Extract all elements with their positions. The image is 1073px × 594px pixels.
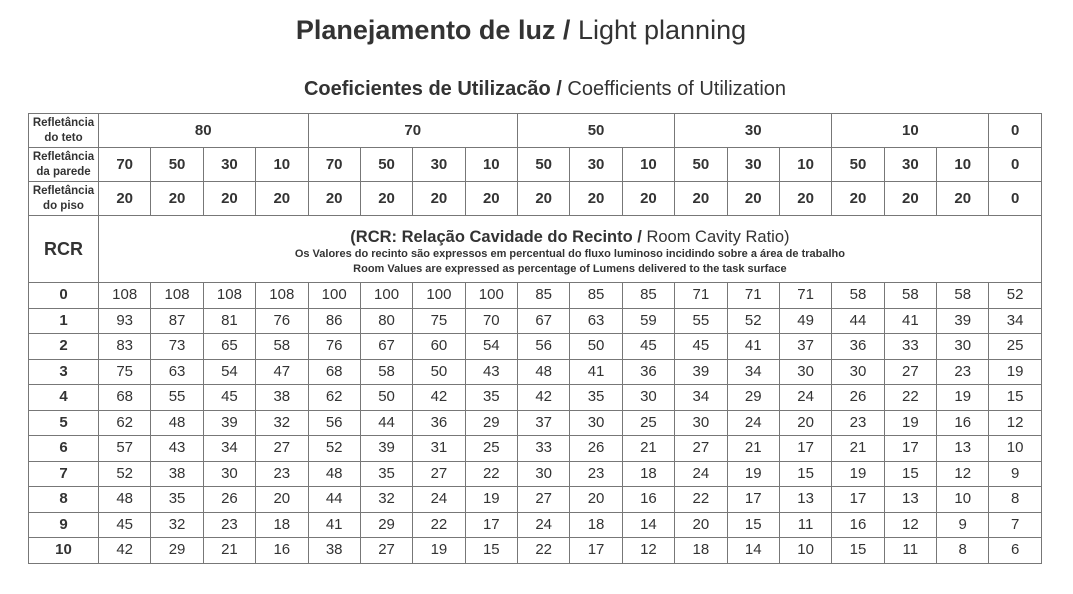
coefficient-cell: 32 (256, 410, 308, 436)
floor-reflectance-label (29, 182, 99, 216)
coefficient-cell: 55 (675, 308, 727, 334)
coefficient-cell: 21 (203, 538, 255, 564)
coefficient-cell: 38 (308, 538, 360, 564)
coefficient-cell: 56 (518, 334, 570, 360)
floor-reflectance-value: 20 (937, 182, 989, 216)
coefficient-cell: 76 (308, 334, 360, 360)
coefficient-cell: 45 (99, 512, 151, 538)
coefficient-cell: 80 (360, 308, 412, 334)
coefficient-cell: 52 (308, 436, 360, 462)
coefficient-cell: 83 (99, 334, 151, 360)
coefficient-cell: 63 (151, 359, 203, 385)
floor-reflectance-value: 20 (151, 182, 203, 216)
coefficient-cell: 39 (360, 436, 412, 462)
coefficient-cell: 70 (465, 308, 517, 334)
label-line: Refletância (32, 150, 95, 163)
ceiling-reflectance-row (29, 114, 1042, 148)
rcr-value: 2 (29, 334, 99, 360)
coefficient-cell: 58 (937, 283, 989, 309)
floor-reflectance-value: 20 (203, 182, 255, 216)
coefficient-cell: 75 (413, 308, 465, 334)
coefficient-cell: 23 (937, 359, 989, 385)
floor-reflectance-row (29, 182, 1042, 216)
coefficient-cell: 20 (675, 512, 727, 538)
floor-reflectance-value: 20 (884, 182, 936, 216)
wall-reflectance-value: 30 (884, 148, 936, 182)
coefficient-cell: 34 (203, 436, 255, 462)
coefficient-cell: 26 (832, 385, 884, 411)
coefficient-cell: 42 (413, 385, 465, 411)
coefficient-cell: 100 (413, 283, 465, 309)
coefficient-cell: 25 (622, 410, 674, 436)
coefficient-cell: 17 (779, 436, 831, 462)
table-row (29, 487, 1042, 513)
coefficient-cell: 52 (727, 308, 779, 334)
coefficient-cell: 13 (937, 436, 989, 462)
coefficient-cell: 11 (779, 512, 831, 538)
coefficient-cell: 17 (727, 487, 779, 513)
coefficient-cell: 13 (779, 487, 831, 513)
label-line: da parede (36, 165, 91, 178)
ceiling-reflectance-label (29, 114, 99, 148)
coefficient-cell: 41 (570, 359, 622, 385)
wall-reflectance-value: 10 (779, 148, 831, 182)
coefficient-cell: 38 (151, 461, 203, 487)
coefficient-cell: 108 (203, 283, 255, 309)
coefficient-cell: 19 (727, 461, 779, 487)
coefficient-cell: 14 (727, 538, 779, 564)
coefficient-cell: 23 (256, 461, 308, 487)
rcr-description-row (29, 216, 1042, 283)
coefficient-cell: 29 (360, 512, 412, 538)
coefficient-cell: 21 (622, 436, 674, 462)
coefficient-cell: 54 (203, 359, 255, 385)
wall-reflectance-value: 30 (570, 148, 622, 182)
coefficient-cell: 21 (727, 436, 779, 462)
coefficient-cell: 24 (779, 385, 831, 411)
coefficient-cell: 50 (413, 359, 465, 385)
coefficient-cell: 100 (308, 283, 360, 309)
rcr-value: 1 (29, 308, 99, 334)
coefficient-cell: 22 (518, 538, 570, 564)
coefficient-cell: 20 (570, 487, 622, 513)
floor-reflectance-value: 20 (413, 182, 465, 216)
coefficient-cell: 71 (675, 283, 727, 309)
coefficient-cell: 48 (518, 359, 570, 385)
coefficient-cell: 87 (151, 308, 203, 334)
coefficient-cell: 16 (256, 538, 308, 564)
coefficient-cell: 39 (203, 410, 255, 436)
coefficient-cell: 19 (832, 461, 884, 487)
coefficient-cell: 35 (465, 385, 517, 411)
coefficient-cell: 63 (570, 308, 622, 334)
coefficient-cell: 27 (675, 436, 727, 462)
subtitle-normal: Coefficients of Utilization (567, 78, 787, 100)
coefficient-cell: 67 (360, 334, 412, 360)
floor-reflectance-value: 20 (518, 182, 570, 216)
rcr-label: RCR (29, 216, 99, 283)
coefficient-cell: 15 (779, 461, 831, 487)
coefficient-cell: 22 (675, 487, 727, 513)
coefficient-cell: 7 (989, 512, 1041, 538)
coefficient-cell: 37 (779, 334, 831, 360)
coefficient-cell: 27 (360, 538, 412, 564)
coefficient-cell: 12 (989, 410, 1041, 436)
coefficient-cell: 39 (675, 359, 727, 385)
coefficient-cell: 22 (413, 512, 465, 538)
coefficient-cell: 100 (465, 283, 517, 309)
coefficient-cell: 49 (779, 308, 831, 334)
coefficient-cell: 15 (989, 385, 1041, 411)
coefficient-cell: 27 (256, 436, 308, 462)
floor-reflectance-value: 20 (256, 182, 308, 216)
coefficient-cell: 32 (151, 512, 203, 538)
table-row (29, 359, 1042, 385)
coefficient-cell: 47 (256, 359, 308, 385)
coefficient-cell: 39 (937, 308, 989, 334)
coefficient-cell: 24 (518, 512, 570, 538)
coefficient-cell: 21 (832, 436, 884, 462)
description-title-bold: (RCR: Relação Cavidade do Recinto / (350, 227, 642, 246)
coefficient-cell: 86 (308, 308, 360, 334)
coefficient-cell: 16 (832, 512, 884, 538)
wall-reflectance-value: 0 (989, 148, 1041, 182)
coefficient-cell: 16 (622, 487, 674, 513)
coefficient-cell: 19 (413, 538, 465, 564)
label-line: Refletância (32, 184, 95, 197)
coefficient-cell: 22 (884, 385, 936, 411)
coefficient-cell: 41 (308, 512, 360, 538)
coefficient-cell: 34 (675, 385, 727, 411)
floor-reflectance-value: 20 (360, 182, 412, 216)
coefficient-cell: 52 (99, 461, 151, 487)
coefficient-cell: 10 (989, 436, 1041, 462)
coefficient-cell: 75 (99, 359, 151, 385)
coefficient-cell: 8 (937, 538, 989, 564)
coefficient-cell: 38 (256, 385, 308, 411)
rcr-value: 7 (29, 461, 99, 487)
coefficient-cell: 23 (832, 410, 884, 436)
coefficient-cell: 29 (465, 410, 517, 436)
coefficient-cell: 31 (413, 436, 465, 462)
label-line: Refletância (32, 116, 95, 129)
coefficient-cell: 48 (99, 487, 151, 513)
coefficient-cell: 45 (203, 385, 255, 411)
wall-reflectance-value: 50 (518, 148, 570, 182)
table-row (29, 538, 1042, 564)
coefficient-cell: 15 (465, 538, 517, 564)
ceiling-reflectance-value: 10 (832, 114, 989, 148)
coefficient-cell: 45 (622, 334, 674, 360)
coefficient-cell: 41 (884, 308, 936, 334)
coefficient-cell: 48 (308, 461, 360, 487)
floor-reflectance-value: 20 (675, 182, 727, 216)
floor-reflectance-value: 20 (832, 182, 884, 216)
coefficient-cell: 22 (465, 461, 517, 487)
coefficient-cell: 108 (151, 283, 203, 309)
title-normal: Light planning (577, 15, 747, 45)
coefficient-cell: 15 (884, 461, 936, 487)
floor-reflectance-value: 20 (622, 182, 674, 216)
coefficient-cell: 35 (570, 385, 622, 411)
coefficient-cell: 24 (675, 461, 727, 487)
coefficient-cell: 26 (203, 487, 255, 513)
label-line: do teto (44, 131, 83, 144)
coefficient-cell: 54 (465, 334, 517, 360)
table-row (29, 385, 1042, 411)
coefficient-cell: 30 (203, 461, 255, 487)
wall-reflectance-row (29, 148, 1042, 182)
label-line: do piso (43, 199, 84, 212)
floor-reflectance-value: 20 (727, 182, 779, 216)
coefficient-cell: 93 (99, 308, 151, 334)
wall-reflectance-value: 70 (99, 148, 151, 182)
rcr-value: 6 (29, 436, 99, 462)
coefficient-cell: 58 (256, 334, 308, 360)
coefficient-cell: 13 (884, 487, 936, 513)
ceiling-reflectance-value: 80 (99, 114, 309, 148)
coefficient-cell: 68 (99, 385, 151, 411)
coefficient-cell: 67 (518, 308, 570, 334)
coefficient-cell: 44 (308, 487, 360, 513)
coefficient-cell: 27 (413, 461, 465, 487)
coefficient-cell: 71 (779, 283, 831, 309)
coefficient-cell: 60 (413, 334, 465, 360)
coefficient-cell: 58 (360, 359, 412, 385)
coefficient-cell: 108 (256, 283, 308, 309)
coefficient-cell: 57 (99, 436, 151, 462)
coefficient-cell: 33 (884, 334, 936, 360)
coefficient-cell: 15 (832, 538, 884, 564)
coefficient-cell: 62 (99, 410, 151, 436)
coefficient-cell: 50 (360, 385, 412, 411)
coefficient-cell: 18 (622, 461, 674, 487)
wall-reflectance-value: 10 (622, 148, 674, 182)
coefficient-cell: 24 (413, 487, 465, 513)
coefficient-cell: 41 (727, 334, 779, 360)
coefficient-cell: 71 (727, 283, 779, 309)
coefficient-cell: 26 (570, 436, 622, 462)
floor-reflectance-value: 20 (779, 182, 831, 216)
ceiling-reflectance-value: 50 (518, 114, 675, 148)
wall-reflectance-value: 10 (256, 148, 308, 182)
rcr-value: 5 (29, 410, 99, 436)
coefficient-cell: 43 (151, 436, 203, 462)
rcr-value: 10 (29, 538, 99, 564)
coefficient-cell: 55 (151, 385, 203, 411)
coefficient-cell: 81 (203, 308, 255, 334)
coefficient-cell: 68 (308, 359, 360, 385)
coefficient-cell: 10 (937, 487, 989, 513)
coefficient-cell: 34 (989, 308, 1041, 334)
coefficient-cell: 32 (360, 487, 412, 513)
wall-reflectance-value: 10 (937, 148, 989, 182)
coefficient-cell: 100 (360, 283, 412, 309)
coefficient-cell: 45 (675, 334, 727, 360)
coefficient-cell: 48 (151, 410, 203, 436)
wall-reflectance-label (29, 148, 99, 182)
floor-reflectance-value: 20 (308, 182, 360, 216)
floor-reflectance-value: 0 (989, 182, 1041, 216)
coefficient-cell: 20 (256, 487, 308, 513)
coefficient-cell: 85 (518, 283, 570, 309)
coefficient-cell: 19 (937, 385, 989, 411)
coefficient-cell: 17 (884, 436, 936, 462)
coefficient-cell: 62 (308, 385, 360, 411)
coefficient-cell: 25 (465, 436, 517, 462)
coefficient-cell: 85 (622, 283, 674, 309)
coefficient-cell: 12 (937, 461, 989, 487)
wall-reflectance-value: 30 (413, 148, 465, 182)
coefficient-cell: 10 (779, 538, 831, 564)
coefficient-cell: 36 (622, 359, 674, 385)
wall-reflectance-value: 70 (308, 148, 360, 182)
coefficient-cell: 76 (256, 308, 308, 334)
floor-reflectance-value: 20 (465, 182, 517, 216)
table-subtitle (0, 76, 1073, 102)
coefficient-cell: 12 (884, 512, 936, 538)
description-line-en: Room Values are expressed as percentage of Lumens delivered to the task surface (353, 262, 787, 275)
wall-reflectance-value: 10 (465, 148, 517, 182)
coefficient-cell: 30 (675, 410, 727, 436)
coefficient-cell: 85 (570, 283, 622, 309)
description-title (99, 227, 1041, 247)
coefficient-cell: 17 (832, 487, 884, 513)
rcr-value: 0 (29, 283, 99, 309)
wall-reflectance-value: 50 (675, 148, 727, 182)
coefficient-cell: 34 (727, 359, 779, 385)
coefficient-cell: 16 (937, 410, 989, 436)
coefficient-cell: 42 (99, 538, 151, 564)
title-bold: Planejamento de luz / (295, 15, 571, 45)
coefficient-cell: 30 (779, 359, 831, 385)
coefficient-cell: 15 (727, 512, 779, 538)
coefficient-cell: 6 (989, 538, 1041, 564)
wall-reflectance-value: 50 (360, 148, 412, 182)
coefficient-cell: 29 (727, 385, 779, 411)
coefficient-cell: 73 (151, 334, 203, 360)
floor-reflectance-value: 20 (99, 182, 151, 216)
coefficient-cell: 19 (884, 410, 936, 436)
coefficient-cell: 30 (570, 410, 622, 436)
coefficient-cell: 23 (570, 461, 622, 487)
coefficient-cell: 18 (675, 538, 727, 564)
subtitle-bold: Coeficientes de Utilizacão / (303, 78, 562, 100)
table-row (29, 512, 1042, 538)
floor-reflectance-value: 20 (570, 182, 622, 216)
rcr-value: 4 (29, 385, 99, 411)
coefficient-cell: 42 (518, 385, 570, 411)
coefficients-table (28, 113, 1042, 564)
coefficient-cell: 14 (622, 512, 674, 538)
wall-reflectance-value: 30 (727, 148, 779, 182)
coefficient-cell: 17 (465, 512, 517, 538)
description-line-pt: Os Valores do recinto são expressos em percentual do fluxo luminoso incidindo sobre a área de trabalho (294, 247, 845, 260)
coefficient-cell: 36 (832, 334, 884, 360)
coefficient-cell: 37 (518, 410, 570, 436)
coefficient-cell: 35 (151, 487, 203, 513)
coefficient-cell: 12 (622, 538, 674, 564)
rcr-description (99, 216, 1042, 283)
wall-reflectance-value: 50 (832, 148, 884, 182)
table-row (29, 334, 1042, 360)
coefficient-cell: 30 (518, 461, 570, 487)
coefficient-cell: 9 (937, 512, 989, 538)
coefficient-cell: 17 (570, 538, 622, 564)
coefficient-cell: 58 (832, 283, 884, 309)
coefficient-cell: 65 (203, 334, 255, 360)
coefficient-cell: 58 (884, 283, 936, 309)
ceiling-reflectance-value: 0 (989, 114, 1041, 148)
coefficient-cell: 30 (937, 334, 989, 360)
coefficient-cell: 35 (360, 461, 412, 487)
coefficient-cell: 19 (989, 359, 1041, 385)
coefficient-cell: 36 (413, 410, 465, 436)
table-row (29, 461, 1042, 487)
coefficient-cell: 19 (465, 487, 517, 513)
coefficient-cell: 44 (360, 410, 412, 436)
rcr-value: 8 (29, 487, 99, 513)
page-title (0, 13, 1042, 47)
coefficient-cell: 43 (465, 359, 517, 385)
wall-reflectance-value: 30 (203, 148, 255, 182)
coefficient-cell: 29 (151, 538, 203, 564)
table-row (29, 410, 1042, 436)
coefficient-cell: 11 (884, 538, 936, 564)
coefficient-cell: 24 (727, 410, 779, 436)
coefficient-cell: 52 (989, 283, 1041, 309)
description-title-normal: Room Cavity Ratio) (646, 227, 790, 246)
coefficient-cell: 18 (570, 512, 622, 538)
ceiling-reflectance-value: 30 (675, 114, 832, 148)
coefficient-cell: 56 (308, 410, 360, 436)
coefficient-cell: 108 (99, 283, 151, 309)
table-row (29, 436, 1042, 462)
coefficient-cell: 27 (884, 359, 936, 385)
coefficient-cell: 25 (989, 334, 1041, 360)
rcr-value: 3 (29, 359, 99, 385)
rcr-value: 9 (29, 512, 99, 538)
coefficient-cell: 50 (570, 334, 622, 360)
coefficient-cell: 18 (256, 512, 308, 538)
table-row (29, 308, 1042, 334)
coefficient-cell: 9 (989, 461, 1041, 487)
coefficient-cell: 20 (779, 410, 831, 436)
ceiling-reflectance-value: 70 (308, 114, 518, 148)
coefficient-cell: 33 (518, 436, 570, 462)
wall-reflectance-value: 50 (151, 148, 203, 182)
coefficient-cell: 27 (518, 487, 570, 513)
coefficient-cell: 23 (203, 512, 255, 538)
coefficient-cell: 44 (832, 308, 884, 334)
table-row (29, 283, 1042, 309)
coefficient-cell: 30 (832, 359, 884, 385)
coefficient-cell: 30 (622, 385, 674, 411)
coefficient-cell: 8 (989, 487, 1041, 513)
coefficient-cell: 59 (622, 308, 674, 334)
